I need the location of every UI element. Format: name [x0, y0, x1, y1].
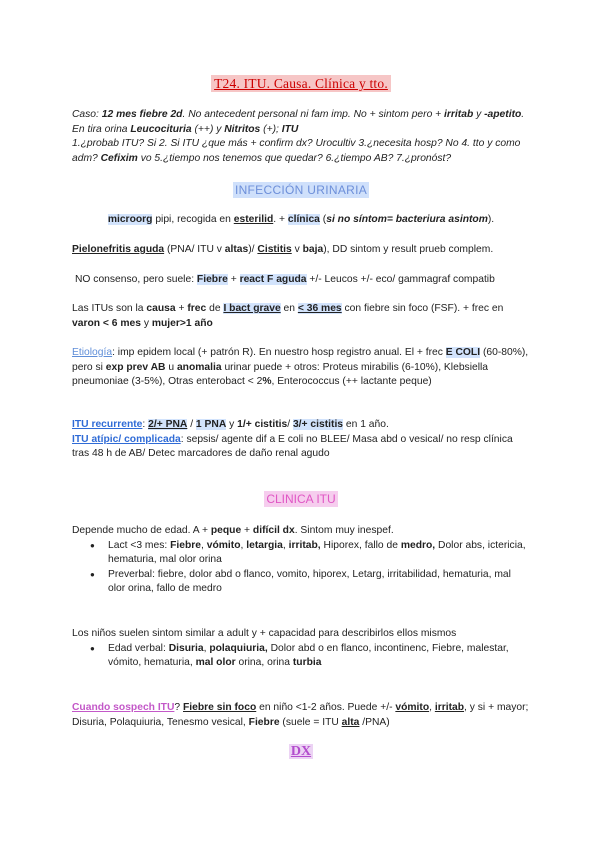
clinica-list [72, 539, 530, 597]
section-heading-dx: DX [290, 744, 312, 759]
itu-atipica-link[interactable]: ITU atípic/ complicada [72, 433, 181, 445]
causa-paragraph: Las ITUs son la causa + frec de I bact grave en < 36 mes con fiebre sin foco (FSF). + frec en varon < 6 mes y mujer>1 año [72, 303, 504, 329]
page-title: T24. ITU. Causa. Clínica y tto. [211, 75, 391, 92]
section-heading-clinica: CLINICA ITU [266, 492, 336, 506]
itu-recurrente-link[interactable]: ITU recurrente [72, 419, 143, 430]
consenso-line: NO consenso, pero suele: Fiebre + react F aguda +/- Leucos +/- eco/ gammagraf compatib [75, 274, 495, 285]
ninos-block [72, 627, 530, 671]
edad-verbal-list [72, 642, 530, 671]
etiologia-paragraph: Etiología: imp epidem local (+ patrón R). En nuestro hosp registro anual. El + frec E COLI (60-80%), pero si exp prev AB u anomalia urinar puede + otros: Proteus mirabilis (6-10%), Klebsiella pneumoniae (3-5%), Otras enterobact < 2%, Enterococcus (++ lactante peque) [72, 347, 529, 388]
pielonefritis-line: Pielonefritis aguda (PNA/ ITU v altas)/ Cistitis v baja), DD sintom y result prueb complem. [72, 244, 494, 255]
itu-recurrente-paragraph: ITU recurrente: 2/+ PNA / 1 PNA y 1/+ cistitis/ 3/+ cistitis en 1 año. ITU atípic/ complicada: sepsis/ agente dif a E coli no BLEE/ Masa abd o vesical/ no resp clínica tras 48 h de AB/ Detec marcadores de daño renal agudo [72, 419, 513, 460]
sospecha-paragraph: Cuando sospech ITU? Fiebre sin foco en niño <1-2 años. Puede +/- vómito, irritab, y si + mayor; Disuria, Polaquiuria, Tenesmo vesical, Fiebre (suele = ITU alta /PNA) [72, 702, 529, 728]
microorg-line: microorg pipi, recogida en esterilid. + clínica (si no síntom= bacteriura asintom). [107, 214, 495, 225]
case-paragraph: Caso: 12 mes fiebre 2d. No antecedent personal ni fam imp. No + sintom pero + irritab y -apetito. En tira orina Leucocituria (++) y Nitritos (+); ITU 1.¿probab ITU? Si 2. Si ITU ¿que más + confirm dx? Urocultiv 3.¿necesita hosp? No 4. tto y como adm? Cefixim vo 5.¿tiempo nos tenemos que quedar? 6.¿tiempo AB? 7.¿pronóst? [72, 109, 525, 164]
ninos-line: Los niños suelen sintom similar a adult y + capacidad para describirlos ellos mismos [72, 628, 457, 639]
clinica-block [72, 524, 530, 597]
section-heading-infeccion: INFECCIÓN URINARIA [234, 183, 368, 197]
etiologia-link[interactable]: Etiología [72, 347, 113, 358]
list-item: ● Preverbal: fiebre, dolor abd o flanco, vomito, hiporex, Letarg, irritabilidad, hematuria, mal olor orina, fallo de medro [108, 568, 530, 597]
sospecha-link[interactable]: Cuando sospech ITU [72, 702, 175, 713]
list-item: ● Lact <3 mes: Fiebre, vómito, letargia, irritab, Hiporex, fallo de medro, Dolor abs, ictericia, hematuria, mal olor orina [108, 539, 530, 568]
depende-line: Depende mucho de edad. A + peque + difícil dx. Sintom muy inespef. [72, 525, 394, 536]
title-row [72, 74, 530, 94]
list-item: ● Edad verbal: Disuria, polaquiuria, Dolor abd o en flanco, incontinenc, Fiebre, malestar, vómito, hematuria, mal olor orina, orina turbia [108, 642, 530, 671]
